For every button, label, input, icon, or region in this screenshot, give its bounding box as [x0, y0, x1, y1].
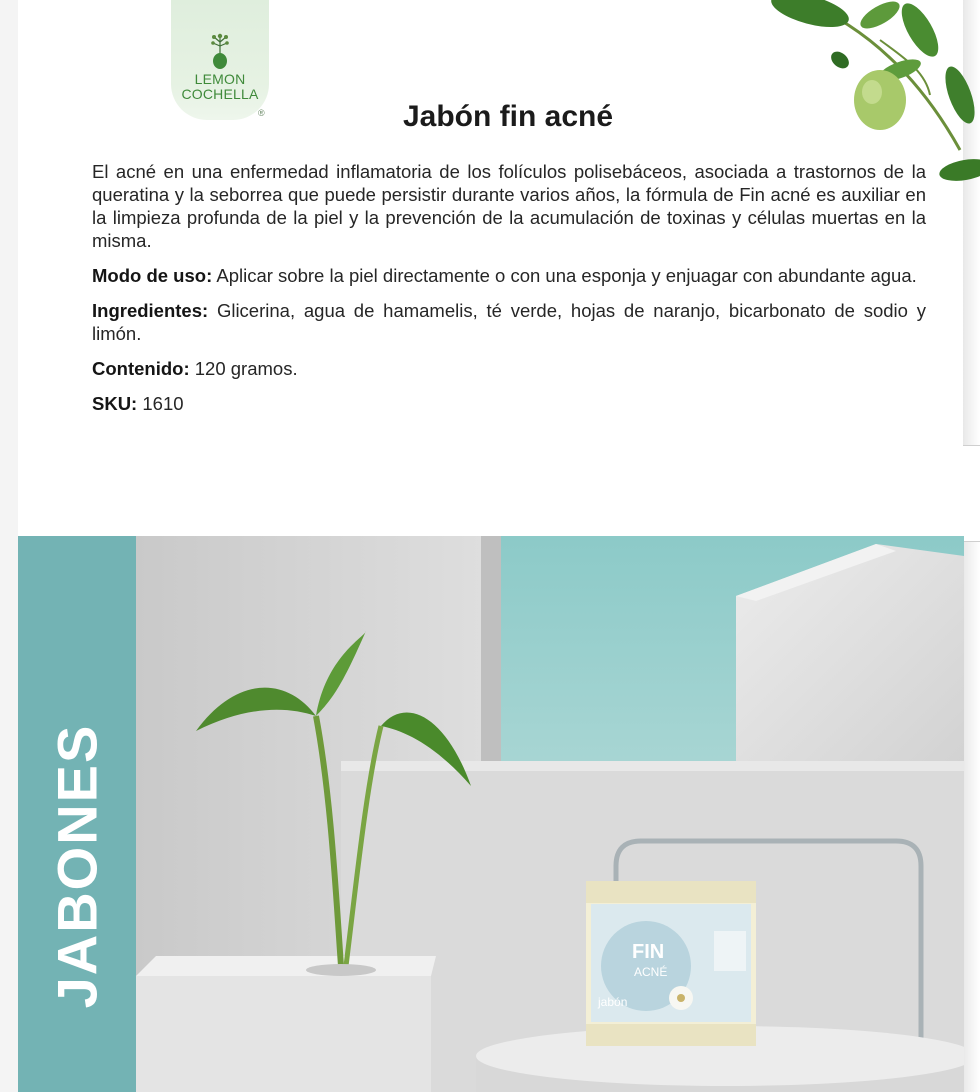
content-label: Contenido:	[92, 358, 190, 379]
usage-paragraph	[92, 264, 926, 287]
edge-mark	[963, 445, 980, 542]
sku-paragraph	[92, 392, 926, 415]
usage-value: Aplicar sobre la piel directamente o con una esponja y enjuagar con abundante agua.	[212, 265, 917, 286]
ingredients-value: Glicerina, agua de hamamelis, té verde, hojas de naranjo, bicarbonato de sodio y limón.	[92, 300, 926, 344]
content-value: 120 gramos.	[189, 358, 298, 379]
lemon-tree-icon	[207, 32, 233, 72]
brand-line-2: COCHELLA	[181, 86, 259, 102]
product-title: Jabón fin acné	[402, 100, 614, 133]
brand-line-1: LEMON	[194, 71, 246, 87]
registered-mark: ®	[258, 108, 265, 118]
content-paragraph	[92, 357, 926, 380]
usage-label: Modo de uso:	[92, 265, 213, 286]
category-label: JABONES	[45, 723, 109, 1009]
product-photo	[136, 536, 964, 1092]
brand-name	[171, 72, 269, 102]
page-left-margin	[0, 0, 18, 1092]
product-banner	[18, 536, 964, 1092]
category-band	[18, 536, 136, 1092]
box-label-soap: jabón	[598, 995, 628, 1009]
box-label-fin: FIN	[632, 941, 665, 963]
ingredients-label: Ingredientes:	[92, 300, 209, 321]
product-info	[92, 160, 926, 427]
ingredients-paragraph	[92, 299, 926, 345]
sku-label: SKU:	[92, 393, 138, 414]
sku-value: 1610	[137, 393, 184, 414]
product-description: El acné en una enfermedad inflamatoria de los folículos polisebáceos, asociada a trastornos de la queratina y la seborrea que puede persistir durante varios años, la fórmula de Fin acné es auxiliar en la limpieza profunda de la piel y la prevención de la acumulación de toxinas y células muertas en la misma.	[92, 161, 926, 251]
box-label-acne: ACNÉ	[634, 965, 668, 979]
